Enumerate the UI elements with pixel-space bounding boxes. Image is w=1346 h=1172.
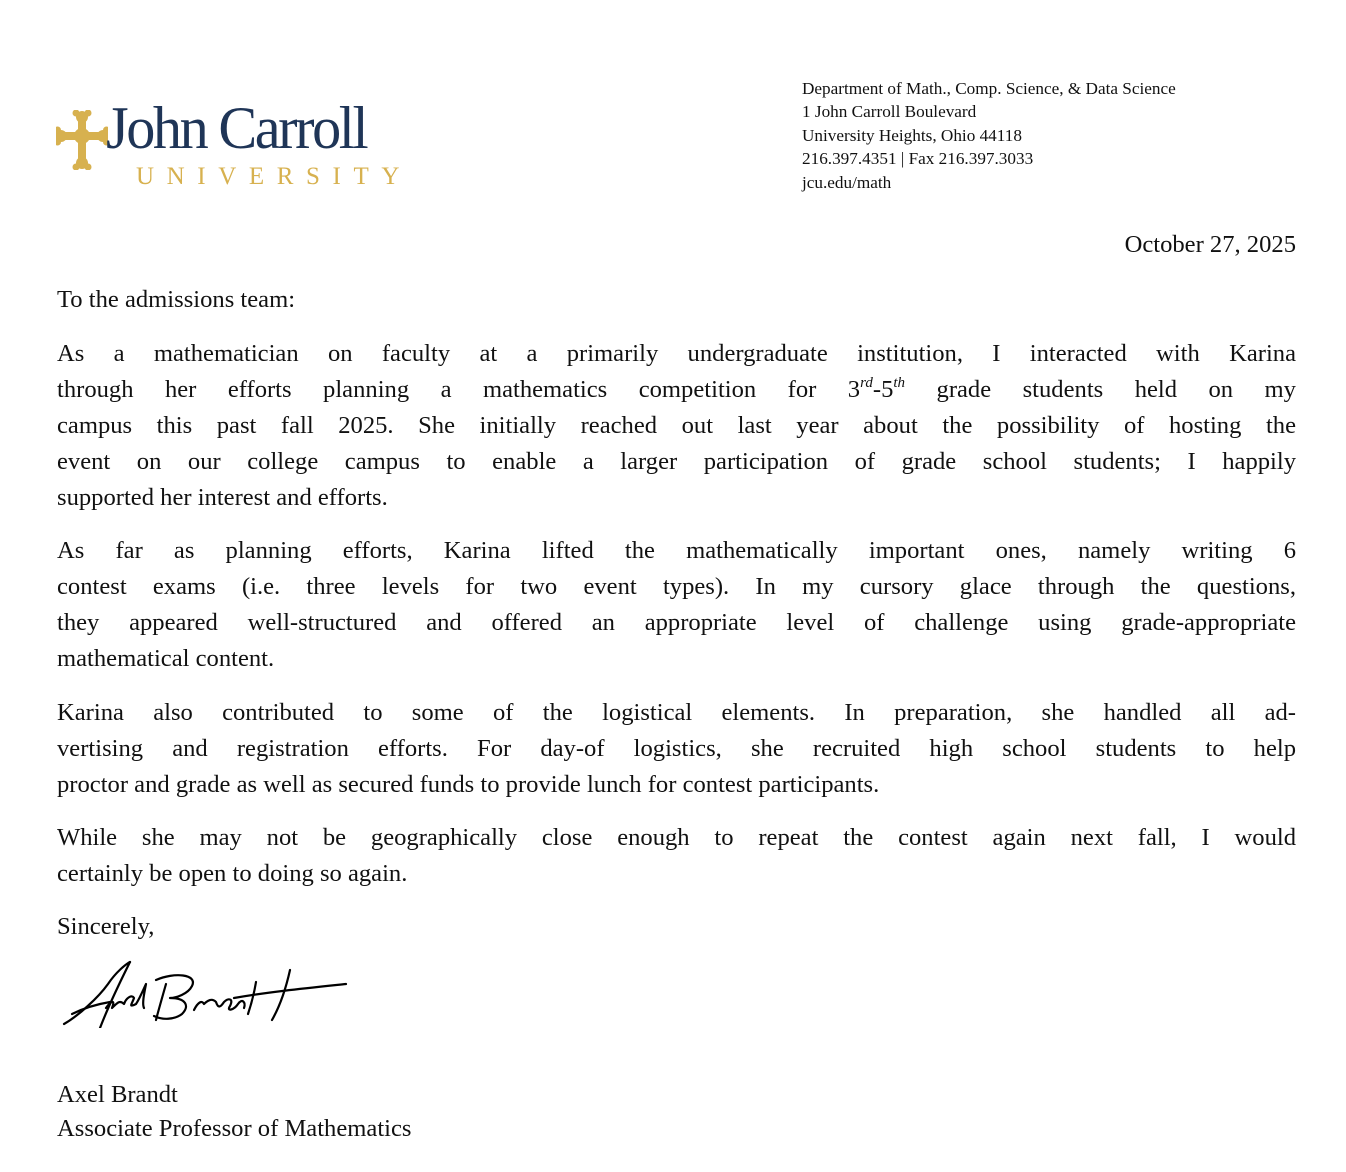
- cross-icon: [56, 110, 108, 170]
- logo-subtitle: UNIVERSITY: [136, 163, 412, 190]
- salutation: To the admissions team:: [57, 286, 296, 313]
- paragraph-line: they appeared well-structured and offered an appropriate level of challenge using grade-appropriate: [57, 609, 1296, 636]
- paragraph-2: [57, 533, 1296, 677]
- address-block: [802, 77, 1176, 194]
- paragraph-line: While she may not be geographically close enough to repeat the contest again next fall, I would: [57, 824, 1296, 851]
- university-logo: [56, 95, 428, 190]
- paragraph-line: vertising and registration efforts. For day-of logistics, she recruited high school students to help: [57, 735, 1296, 762]
- letter-date: October 27, 2025: [1124, 231, 1296, 258]
- paragraph-line: supported her interest and efforts.: [57, 484, 388, 511]
- website-line: jcu.edu/math: [802, 172, 892, 192]
- paragraph-3: [57, 695, 1296, 803]
- phone-line: 216.397.4351 | Fax 216.397.3033: [802, 149, 1034, 169]
- paragraph-line: Karina also contributed to some of the logistical elements. In preparation, she handled all ad-: [57, 699, 1296, 726]
- superscript: th: [893, 375, 906, 391]
- superscript: rd: [860, 375, 873, 391]
- paragraph-line: mathematical content.: [57, 645, 275, 672]
- paragraph-4: [57, 820, 1296, 892]
- city-line: University Heights, Ohio 44118: [802, 125, 1022, 145]
- paragraph-line: campus this past fall 2025. She initially reached out last year about the possibility of hosting the: [57, 412, 1296, 439]
- paragraph-line: through her efforts planning a mathematics competition for 3rd-5th grade students held on my: [57, 375, 1296, 403]
- street-line: 1 John Carroll Boulevard: [802, 102, 977, 122]
- department-line: Department of Math., Comp. Science, & Data Science: [802, 79, 1176, 98]
- paragraph-line: As a mathematician on faculty at a primarily undergraduate institution, I interacted with Karina: [57, 340, 1296, 367]
- logo-wordmark: John Carroll: [106, 95, 367, 161]
- signer-block: [57, 1078, 411, 1146]
- signature-icon: [58, 958, 358, 1028]
- paragraph-line: certainly be open to doing so again.: [57, 860, 408, 887]
- paragraph-line: As far as planning efforts, Karina lifted the mathematically important ones, namely writing 6: [57, 537, 1296, 564]
- signer-name: Axel Brandt: [57, 1081, 178, 1108]
- paragraph-line: contest exams (i.e. three levels for two event types). In my cursory glace through the questions,: [57, 573, 1296, 600]
- paragraph-line: proctor and grade as well as secured funds to provide lunch for contest participants.: [57, 771, 880, 798]
- closing: Sincerely,: [57, 913, 155, 940]
- signer-title: Associate Professor of Mathematics: [57, 1115, 412, 1142]
- paragraph-line: event on our college campus to enable a larger participation of grade school students; I happily: [57, 448, 1296, 475]
- paragraph-1: [57, 336, 1296, 516]
